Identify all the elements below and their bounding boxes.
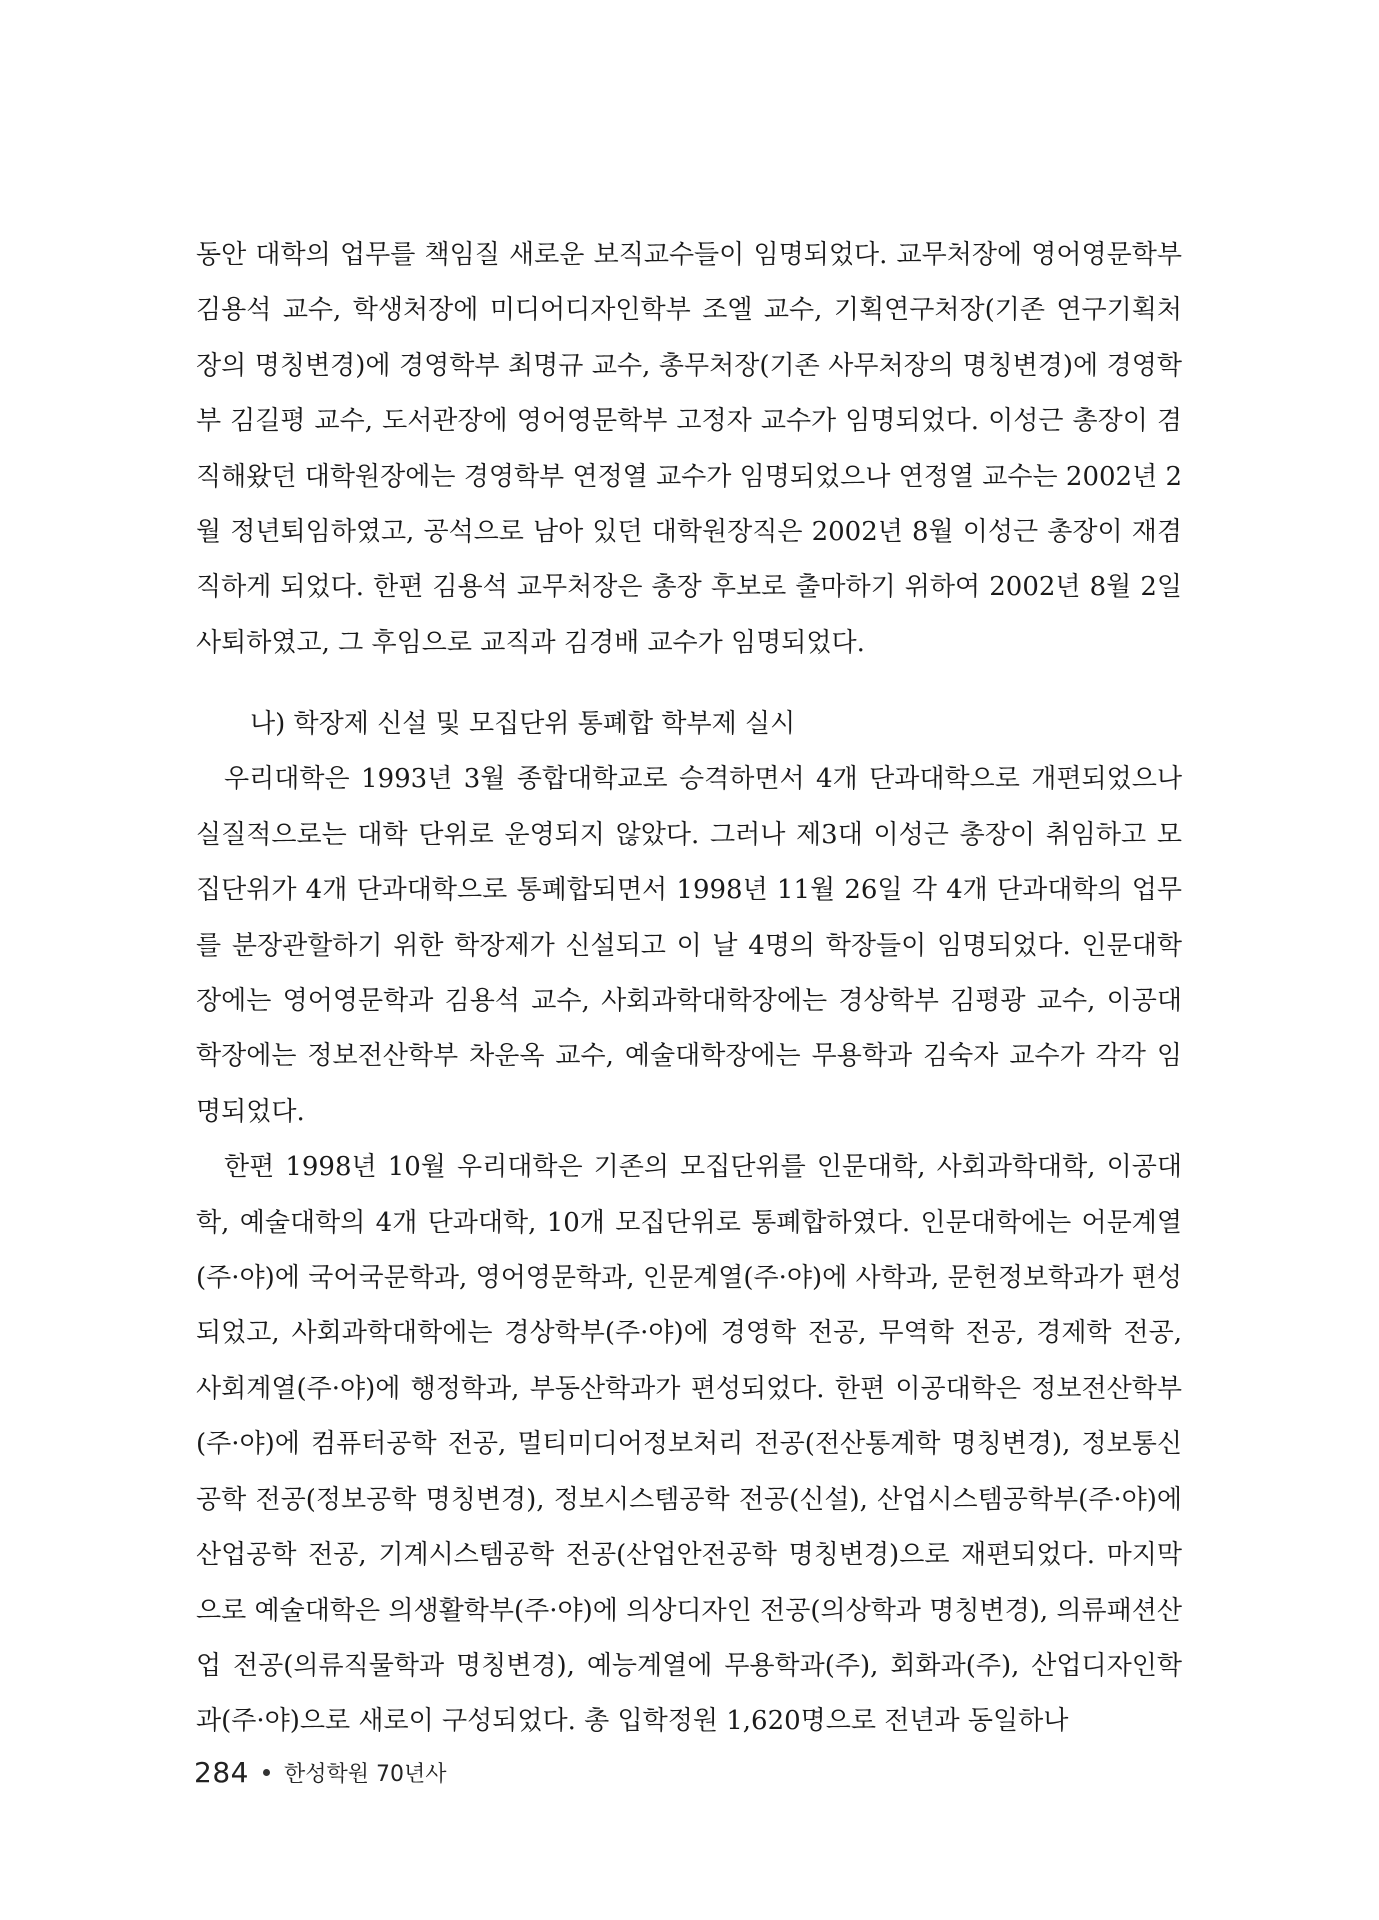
section-heading: 나) 학장제 신설 및 모집단위 통폐합 학부제 실시: [250, 709, 796, 739]
book-title: 한성학원 70년사: [283, 1761, 447, 1787]
paragraph: 한편 1998년 10월 우리대학은 기존의 모집단위를 인문대학, 사회과학대학, 이공대학, 예술대학의 4개 단과대학, 10개 모집단위로 통폐합하였다. 인문대학에는 어문계열(주·야)에 국어국문학과, 영어영문학과, 인문계열(주·야)에 사학과, 문헌정보학과가 편성되었고, 사회과학대학에는 경상학부(주·야)에 경영학 전공, 무역학 전공, 경제학 전공, 사회계열(주·야)에 행정학과, 부동산학과가 편성되었다. 한편 이공대학은 정보전산학부(주·야)에 컴퓨터공학 전공, 멀티미디어정보처리 전공(전산통계학 명칭변경), 정보통신공학 전공(정보공학 명칭변경), 정보시스템공학 전공(신설), 산업시스템공학부(주·야)에 산업공학 전공, 기계시스템공학 전공(산업안전공학 명칭변경)으로 재편되었다. 마지막으로 예술대학은 의생활학부(주·야)에 의상디자인 전공(의상학과 명칭변경), 의류패션산업 전공(의류직물학과 명칭변경), 예능계열에 무용학과(주), 회화과(주), 산업디자인학과(주·야)으로 새로이 구성되었다. 총 입학정원 1,620명으로 전년과 동일하나: [196, 1152, 1182, 1737]
section-2: [196, 697, 1182, 1750]
bullet-icon: [263, 1769, 270, 1776]
section-1: [196, 228, 1182, 671]
page-number: 284: [194, 1755, 249, 1789]
paragraph: 우리대학은 1993년 3월 종합대학교로 승격하면서 4개 단과대학으로 개편되었으나 실질적으로는 대학 단위로 운영되지 않았다. 그러나 제3대 이성근 총장이 취임하고 모집단위가 4개 단과대학으로 통폐합되면서 1998년 11월 26일 각 4개 단과대학의 업무를 분장관할하기 위한 학장제가 신설되고 이 날 4명의 학장들이 임명되었다. 인문대학장에는 영어영문학과 김용석 교수, 사회과학대학장에는 경상학부 김평광 교수, 이공대학장에는 정보전산학부 차운옥 교수, 예술대학장에는 무용학과 김숙자 교수가 각각 임명되었다.: [196, 764, 1182, 1127]
paragraph: 동안 대학의 업무를 책임질 새로운 보직교수들이 임명되었다. 교무처장에 영어영문학부 김용석 교수, 학생처장에 미디어디자인학부 조엘 교수, 기획연구처장(기존 연구기획처장의 명칭변경)에 경영학부 최명규 교수, 총무처장(기존 사무처장의 명칭변경)에 경영학부 김길평 교수, 도서관장에 영어영문학부 고정자 교수가 임명되었다. 이성근 총장이 겸직해왔던 대학원장에는 경영학부 연정열 교수가 임명되었으나 연정열 교수는 2002년 2월 정년퇴임하였고, 공석으로 남아 있던 대학원장직은 2002년 8월 이성근 총장이 재겸직하게 되었다. 한편 김용석 교무처장은 총장 후보로 출마하기 위하여 2002년 8월 2일 사퇴하였고, 그 후임으로 교직과 김경배 교수가 임명되었다.: [196, 240, 1182, 658]
page-footer: [194, 1752, 446, 1792]
